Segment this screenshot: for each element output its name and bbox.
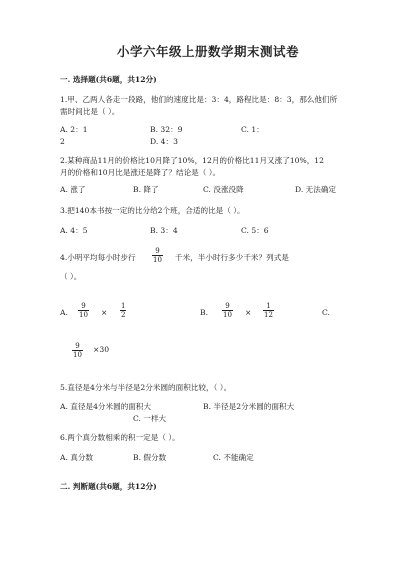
question-4-option-c-rest: ×30 xyxy=(93,345,110,354)
question-4-option-b-fraction-1 xyxy=(222,302,233,319)
question-1-option-a: A. 2：1 xyxy=(60,125,88,134)
question-1-option-d: D. 4：3 xyxy=(150,137,178,146)
question-6-option-c: C. 不能确定 xyxy=(213,453,254,462)
page-title: 小学六年级上册数学期末测试卷 xyxy=(117,44,300,59)
section-heading-true-false: 二. 判断题(共6题，共12分) xyxy=(60,482,157,491)
question-4-option-a-label: A. xyxy=(60,308,68,317)
question-4-option-a-fraction-1 xyxy=(78,302,89,319)
question-2-option-a: A. 涨了 xyxy=(60,185,86,194)
fraction-numerator: 9 xyxy=(152,247,163,256)
fraction-denominator: 12 xyxy=(264,311,273,319)
fraction-numerator: 9 xyxy=(72,342,83,351)
fraction-numerator: 9 xyxy=(222,302,233,311)
question-4-option-b-fraction-2 xyxy=(263,302,274,319)
question-6-option-b: B. 假分数 xyxy=(133,453,167,462)
fraction-denominator: 2 xyxy=(121,311,126,319)
question-1-text-line1: 1.甲、乙两人各走一段路，他们的速度比是：3：4，路程比是：8：3，那么他们所 xyxy=(60,95,338,104)
question-3-text: 3.把140本书按一定的比分给2个班，合适的比是（ ）。 xyxy=(60,206,245,215)
question-4-option-a-fraction-2 xyxy=(120,302,126,319)
question-5-option-a: A. 直径是4分米圆的面积大 xyxy=(60,402,152,411)
fraction-numerator: 1 xyxy=(121,302,126,310)
question-4-option-c-label: C. xyxy=(322,308,330,317)
fraction-denominator: 10 xyxy=(73,351,82,359)
question-4-text-post: 千米，半小时行多少千米？列式是 xyxy=(175,253,289,262)
question-1-option-c-continued: 2 xyxy=(60,137,65,146)
question-5-option-c: C. 一样大 xyxy=(133,414,167,423)
question-2-option-c: C. 没涨没降 xyxy=(203,185,244,194)
fraction-numerator: 9 xyxy=(78,302,89,311)
fraction-denominator: 10 xyxy=(223,311,232,319)
question-2-option-d: D. 无法确定 xyxy=(295,185,337,194)
fraction-denominator: 10 xyxy=(153,256,162,264)
question-6-option-a: A. 真分数 xyxy=(60,453,94,462)
question-4-option-c-fraction xyxy=(72,342,83,359)
question-2-option-b: B. 降了 xyxy=(133,185,159,194)
question-1-option-b: B. 32：9 xyxy=(150,125,183,134)
question-4-option-b-times: × xyxy=(245,308,252,317)
question-5-text: 5.直径是4分米与半径是2分米圆的面积比较，（ ）。 xyxy=(60,383,232,392)
question-4-fraction xyxy=(152,247,163,264)
question-4-text-line2: （ ）。 xyxy=(60,272,82,281)
question-6-text: 6.两个真分数相乘的积一定是（ ）。 xyxy=(60,433,180,442)
question-1-text-line2: 需时间比是（ ）。 xyxy=(60,107,120,116)
question-1-option-c: C. 1： xyxy=(241,125,264,134)
question-4-text-pre: 4.小明平均每小时步行 xyxy=(60,253,136,262)
question-2-text-line2: 月的价格和10月比是涨还是降了？结论是（ ）。 xyxy=(60,168,221,177)
question-3-option-c: C. 5：6 xyxy=(241,226,269,235)
question-3-option-a: A. 4：5 xyxy=(60,226,88,235)
question-5-option-b: B. 半径是2分米圆的面积大 xyxy=(203,402,295,411)
question-3-option-b: B. 3：4 xyxy=(150,226,178,235)
question-4-option-a-times: × xyxy=(101,308,108,317)
question-2-text-line1: 2.某种商品11月的价格比10月降了10%，12月的价格比11月又涨了10%，12 xyxy=(60,156,324,165)
section-heading-choice: 一. 选择题(共6题，共12分) xyxy=(60,75,157,84)
fraction-denominator: 10 xyxy=(79,311,88,319)
question-4-option-b-label: B. xyxy=(200,308,208,317)
fraction-numerator: 1 xyxy=(263,302,274,311)
